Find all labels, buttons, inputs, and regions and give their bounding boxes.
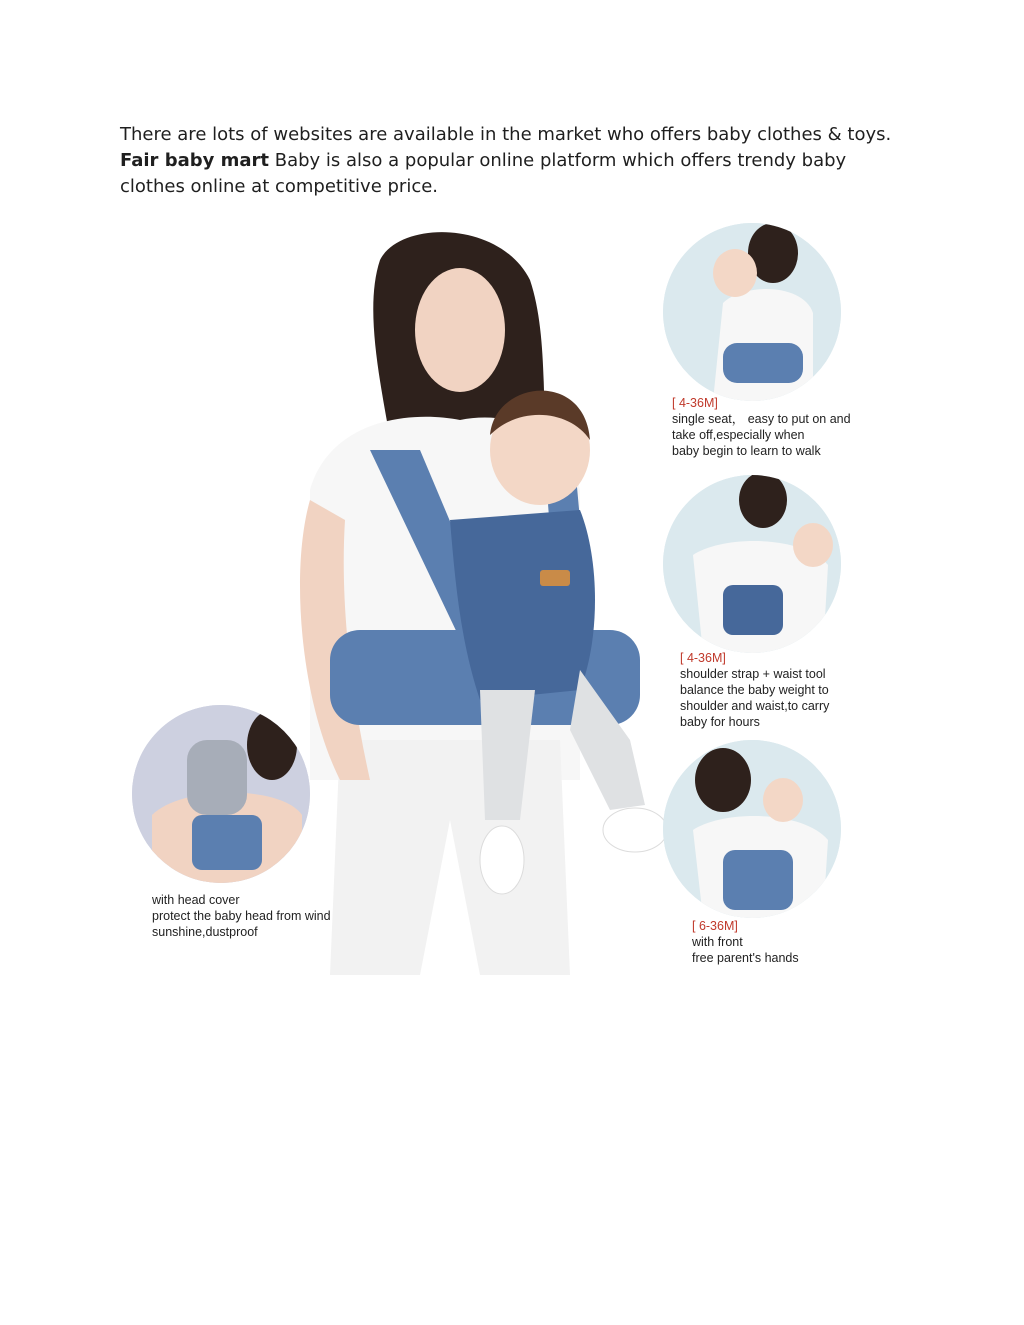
- head-cover-vignette: [132, 705, 310, 883]
- caption-line: balance the baby weight to: [680, 683, 829, 697]
- intro-text-start: There are lots of websites are available in the market who offers baby clothes & toys.: [120, 124, 892, 145]
- age-tag: [ 4-36M]: [672, 396, 718, 410]
- caption-single-seat: [672, 395, 851, 459]
- brand-name[interactable]: Fair baby mart: [120, 150, 270, 171]
- caption-shoulder-strap: [680, 650, 829, 730]
- age-tag: [ 6-36M]: [692, 919, 738, 933]
- caption-line: free parent's hands: [692, 951, 799, 965]
- caption-line: take off,especially when: [672, 428, 805, 442]
- product-image: [130, 220, 850, 975]
- shoulder-strap-vignette: [663, 475, 841, 653]
- woman-with-baby-carrier-illustration: [250, 220, 670, 975]
- single-seat-vignette: [663, 223, 841, 401]
- caption-head-cover: [152, 892, 331, 940]
- caption-line: single seat， easy to put on and: [672, 412, 851, 426]
- caption-line: with front: [692, 935, 743, 949]
- caption-line: baby for hours: [680, 715, 760, 729]
- caption-line: with head cover: [152, 893, 240, 907]
- caption-front-carry: [692, 918, 799, 966]
- front-carry-vignette: [663, 740, 841, 918]
- caption-line: shoulder and waist,to carry: [680, 699, 830, 713]
- caption-line: sunshine,dustproof: [152, 925, 258, 939]
- caption-line: baby begin to learn to walk: [672, 444, 821, 458]
- age-tag: [ 4-36M]: [680, 651, 726, 665]
- caption-line: shoulder strap + waist tool: [680, 667, 826, 681]
- intro-text-end: Baby is also a popular online platform which offers trendy baby clothes online at competitive price.: [120, 150, 847, 197]
- caption-line: protect the baby head from wind: [152, 909, 331, 923]
- intro-paragraph: [120, 122, 910, 200]
